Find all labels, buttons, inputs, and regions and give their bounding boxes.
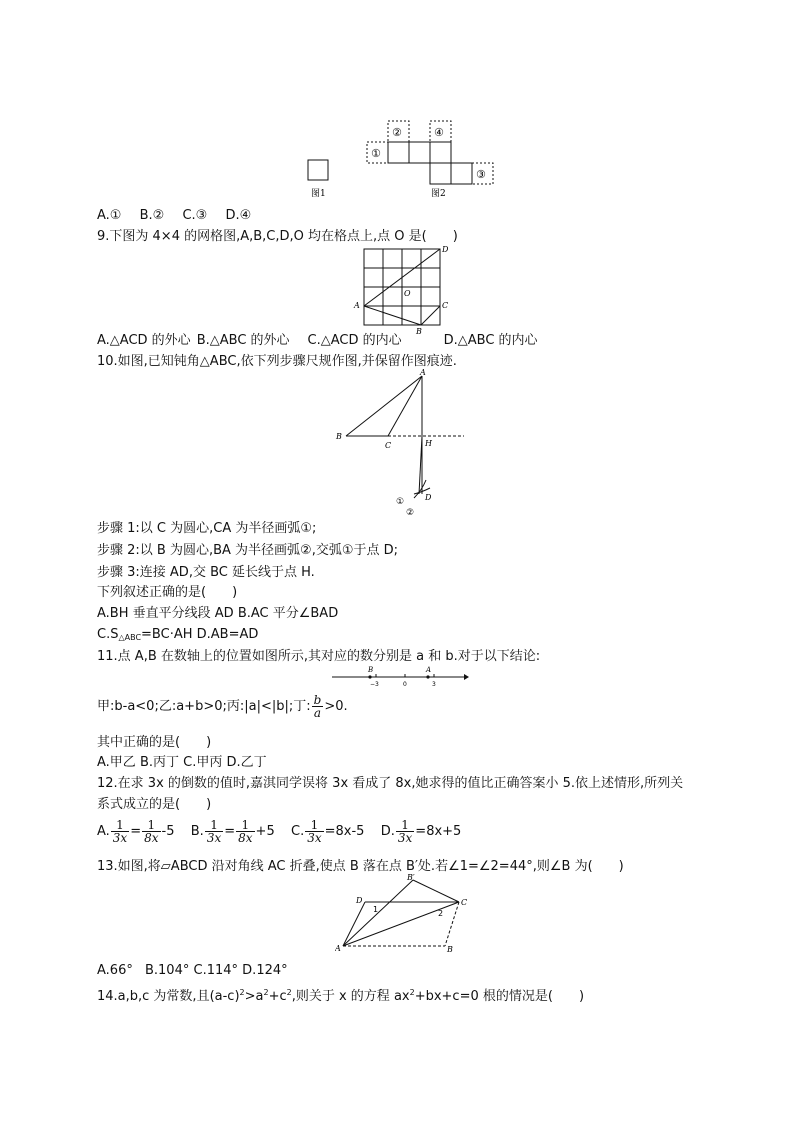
q13-option-b: B.104° <box>144 963 190 978</box>
cube-net-figure <box>300 118 510 200</box>
fig13-label-bp: B′ <box>407 873 415 882</box>
fig10-label-h: H <box>425 439 432 448</box>
q10-option-d: D.AB=AD <box>196 627 259 642</box>
caption-fig2: 图2 <box>431 189 446 199</box>
q11-option-b: B.丙丁 <box>139 755 180 770</box>
q11-option-c: C.甲丙 <box>183 755 223 770</box>
fig13-label-a: A <box>335 944 341 952</box>
mark-4: ④ <box>434 126 444 139</box>
q10-option-a: A.BH 垂直平分线段 AD <box>97 606 234 621</box>
q10-options-cd <box>97 627 258 646</box>
q11-conclusion-tail: >0. <box>324 699 348 714</box>
grid-label-d: D <box>442 245 449 254</box>
q11-question: 其中正确的是( ) <box>97 735 212 750</box>
q10-question: 下列叙述正确的是( ) <box>97 585 238 600</box>
q12-option-d: D. $\frac{1}{3x}$ =8x+5 <box>380 818 462 845</box>
mark-2: ② <box>392 126 402 139</box>
q8-option-b: B.② <box>139 208 165 223</box>
axis-label-a: A <box>426 666 432 674</box>
fig10-arc1: ① <box>396 497 405 507</box>
q11-conclusion-text: 甲:b-a<0;乙:a+b>0;丙:|a|<|b|;丁: <box>97 699 311 714</box>
mark-1: ① <box>371 147 381 160</box>
number-line-figure <box>330 664 470 688</box>
q11-fraction: $\frac{b}{a}$ <box>313 693 322 720</box>
grid-label-o: O <box>404 289 411 298</box>
q11-option-a: A.甲乙 <box>97 755 136 770</box>
q10-option-c: $C.S_{\triangle ABC}=BC\cdot AH$ <box>97 627 193 642</box>
fig10-label-b: B <box>336 432 342 441</box>
fig13-angle-2: 2 <box>438 909 444 918</box>
fig10-arc2: ② <box>406 508 415 518</box>
q10-step3: 步骤 3:连接 AD,交 BC 延长线于点 H. <box>97 565 315 580</box>
q12-stem-line1: 12.在求 3x 的倒数的值时,嘉淇同学误将 3x 看成了 8x,她求得的值比正确答案小 5.依上述情形,所列关 <box>97 776 684 791</box>
q13-option-c: C.114° <box>193 963 239 978</box>
q11-options <box>97 755 267 771</box>
q14-stem: 14.a,b,c 为常数,且$(a-c)^2>a^2+c^2$,则关于 x 的方程 $ax^2+bx+c=0$ 根的情况是( ) <box>97 988 585 1004</box>
grid-label-b: B <box>416 327 422 335</box>
q8-option-a: A.① <box>97 208 122 223</box>
q13-option-d: D.124° <box>242 963 288 978</box>
axis-tick-3: 3 <box>432 681 436 688</box>
fig13-angle-1: 1 <box>373 905 379 914</box>
q10-options-ab <box>97 606 338 622</box>
q11-stem: 11.点 A,B 在数轴上的位置如图所示,其对应的数分别是 a 和 b.对于以下结论: <box>97 649 541 664</box>
q12-option-c: C. $\frac{1}{3x}$ =8x-5 <box>291 818 365 845</box>
q8-options <box>97 208 251 224</box>
q13-option-a: A.66° <box>97 963 133 978</box>
q10-stem: 10.如图,已知钝角△ABC,依下列步骤尺规作图,并保留作图痕迹. <box>97 354 457 369</box>
q12-option-a: A. $\frac{1}{3x}$ = $\frac{1}{8x}$ -5 <box>97 818 175 845</box>
fig13-label-c: C <box>461 898 468 907</box>
q12-stem-line2: 系式成立的是( ) <box>97 797 212 812</box>
mark-3: ③ <box>476 168 486 181</box>
axis-tick-0: 0 <box>403 681 407 688</box>
fig13-label-b: B <box>447 945 453 952</box>
fig13-label-d: D <box>356 896 363 905</box>
q8-option-d: D.④ <box>225 208 252 223</box>
axis-tick-neg3: −3 <box>370 681 379 688</box>
q9-option-d: D.△ABC 的内心 <box>443 333 538 348</box>
parallelogram-figure <box>335 872 470 952</box>
q9-option-c: C.△ACD 的内心 <box>307 333 402 348</box>
fig10-label-a: A <box>420 368 426 377</box>
fig10-label-c: C <box>385 441 392 450</box>
q11-option-d: D.乙丁 <box>226 755 267 770</box>
q9-option-b: B.△ABC 的外心 <box>196 333 290 348</box>
q8-option-c: C.③ <box>182 208 208 223</box>
grid-label-a: A <box>354 301 360 310</box>
axis-label-b: B <box>368 666 374 674</box>
grid-figure <box>348 245 450 335</box>
q13-stem: 13.如图,将▱ABCD 沿对角线 AC 折叠,使点 B 落在点 B′处.若∠1=∠2=44°,则∠B 为( ) <box>97 859 624 874</box>
grid-label-c: C <box>442 301 449 310</box>
q12-options <box>97 818 461 846</box>
q12-option-b: B. $\frac{1}{3x}$ = $\frac{1}{8x}$ +5 <box>190 818 275 845</box>
q9-options <box>97 333 538 349</box>
construction-figure <box>330 368 470 518</box>
q13-options <box>97 963 288 979</box>
q10-step1: 步骤 1:以 C 为圆心,CA 为半径画弧①; <box>97 521 317 536</box>
q10-step2: 步骤 2:以 B 为圆心,BA 为半径画弧②,交弧①于点 D; <box>97 543 399 558</box>
q9-option-a: A.△ACD 的外心 <box>97 333 191 348</box>
caption-fig1: 图1 <box>311 189 326 199</box>
fig10-label-d: D <box>425 493 432 502</box>
q11-conclusions <box>97 694 348 720</box>
q9-stem: 9.下图为 4×4 的网格图,A,B,C,D,O 均在格点上,点 O 是( ) <box>97 229 458 244</box>
q10-option-b: B.AC 平分∠BAD <box>237 606 339 621</box>
